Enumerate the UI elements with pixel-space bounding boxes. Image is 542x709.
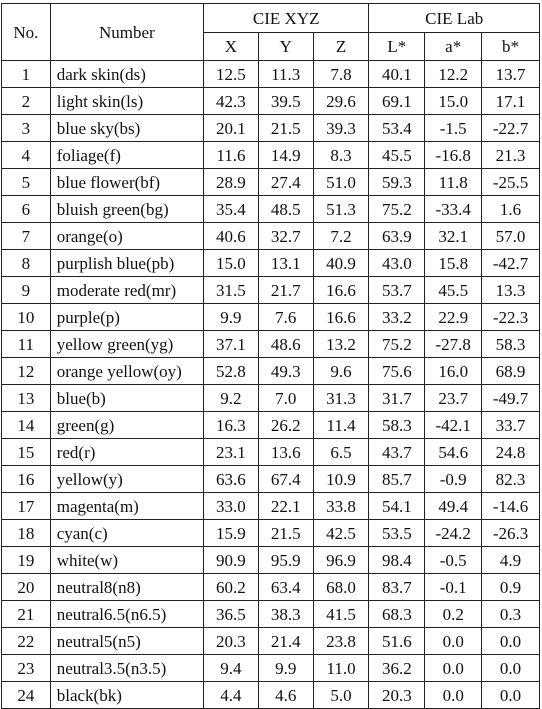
cell-x: 9.9 bbox=[203, 304, 258, 331]
cell-name: blue(b) bbox=[50, 385, 203, 412]
cell-y: 13.6 bbox=[258, 439, 313, 466]
header-number: Number bbox=[50, 4, 203, 61]
table-row bbox=[2, 574, 540, 601]
cell-x: 9.2 bbox=[203, 385, 258, 412]
cell-a: 0.2 bbox=[425, 601, 482, 628]
cell-name: cyan(c) bbox=[50, 520, 203, 547]
cell-no: 10 bbox=[2, 304, 51, 331]
cell-b: -25.5 bbox=[482, 169, 540, 196]
cell-name: blue flower(bf) bbox=[50, 169, 203, 196]
cell-no: 3 bbox=[2, 115, 51, 142]
cell-name: orange(o) bbox=[50, 223, 203, 250]
cell-b: 1.6 bbox=[482, 196, 540, 223]
cell-x: 4.4 bbox=[203, 682, 258, 709]
cell-b: 33.7 bbox=[482, 412, 540, 439]
table-row bbox=[2, 547, 540, 574]
cell-name: neutral3.5(n3.5) bbox=[50, 655, 203, 682]
table-row bbox=[2, 385, 540, 412]
cell-name: blue sky(bs) bbox=[50, 115, 203, 142]
table-row bbox=[2, 655, 540, 682]
header-a: a* bbox=[425, 33, 482, 61]
cell-z: 16.6 bbox=[313, 304, 369, 331]
cell-x: 90.9 bbox=[203, 547, 258, 574]
cell-a: 49.4 bbox=[425, 493, 482, 520]
cell-x: 52.8 bbox=[203, 358, 258, 385]
cell-l: 53.7 bbox=[369, 277, 425, 304]
header-z: Z bbox=[313, 33, 369, 61]
cell-y: 32.7 bbox=[258, 223, 313, 250]
cell-no: 9 bbox=[2, 277, 51, 304]
cell-a: 45.5 bbox=[425, 277, 482, 304]
cell-b: 13.7 bbox=[482, 61, 540, 88]
cell-l: 43.7 bbox=[369, 439, 425, 466]
cell-a: 54.6 bbox=[425, 439, 482, 466]
cell-name: red(r) bbox=[50, 439, 203, 466]
cell-x: 11.6 bbox=[203, 142, 258, 169]
cell-name: dark skin(ds) bbox=[50, 61, 203, 88]
cell-x: 9.4 bbox=[203, 655, 258, 682]
header-y: Y bbox=[258, 33, 313, 61]
cell-l: 85.7 bbox=[369, 466, 425, 493]
cell-l: 20.3 bbox=[369, 682, 425, 709]
cell-z: 29.6 bbox=[313, 88, 369, 115]
cell-z: 42.5 bbox=[313, 520, 369, 547]
cell-name: yellow(y) bbox=[50, 466, 203, 493]
cell-a: -27.8 bbox=[425, 331, 482, 358]
cell-a: 12.2 bbox=[425, 61, 482, 88]
cell-y: 9.9 bbox=[258, 655, 313, 682]
table-row bbox=[2, 61, 540, 88]
table-row bbox=[2, 628, 540, 655]
header-b: b* bbox=[482, 33, 540, 61]
cell-y: 48.6 bbox=[258, 331, 313, 358]
cell-name: purple(p) bbox=[50, 304, 203, 331]
table-row bbox=[2, 601, 540, 628]
header-x: X bbox=[203, 33, 258, 61]
cell-no: 17 bbox=[2, 493, 51, 520]
cell-no: 24 bbox=[2, 682, 51, 709]
cell-b: -22.3 bbox=[482, 304, 540, 331]
cell-name: magenta(m) bbox=[50, 493, 203, 520]
cell-x: 42.3 bbox=[203, 88, 258, 115]
cell-l: 98.4 bbox=[369, 547, 425, 574]
cell-y: 21.5 bbox=[258, 520, 313, 547]
cell-x: 20.3 bbox=[203, 628, 258, 655]
cell-y: 26.2 bbox=[258, 412, 313, 439]
cell-a: 0.0 bbox=[425, 655, 482, 682]
cell-a: 0.0 bbox=[425, 682, 482, 709]
cell-name: neutral6.5(n6.5) bbox=[50, 601, 203, 628]
cell-no: 2 bbox=[2, 88, 51, 115]
table-row bbox=[2, 250, 540, 277]
header-cie-xyz: CIE XYZ bbox=[203, 4, 368, 33]
cell-b: 68.9 bbox=[482, 358, 540, 385]
table-row bbox=[2, 115, 540, 142]
table-row bbox=[2, 466, 540, 493]
cell-a: 15.8 bbox=[425, 250, 482, 277]
cell-z: 6.5 bbox=[313, 439, 369, 466]
cell-a: -16.8 bbox=[425, 142, 482, 169]
table-body bbox=[2, 61, 540, 709]
cell-l: 40.1 bbox=[369, 61, 425, 88]
cell-z: 68.0 bbox=[313, 574, 369, 601]
cell-no: 18 bbox=[2, 520, 51, 547]
cell-name: purplish blue(pb) bbox=[50, 250, 203, 277]
cell-name: black(bk) bbox=[50, 682, 203, 709]
cell-name: neutral8(n8) bbox=[50, 574, 203, 601]
cell-a: 16.0 bbox=[425, 358, 482, 385]
cell-no: 6 bbox=[2, 196, 51, 223]
cell-l: 31.7 bbox=[369, 385, 425, 412]
table-row bbox=[2, 169, 540, 196]
cell-x: 35.4 bbox=[203, 196, 258, 223]
cell-x: 15.9 bbox=[203, 520, 258, 547]
cell-l: 45.5 bbox=[369, 142, 425, 169]
cell-l: 53.5 bbox=[369, 520, 425, 547]
cell-b: 13.3 bbox=[482, 277, 540, 304]
cell-name: bluish green(bg) bbox=[50, 196, 203, 223]
cell-b: 0.9 bbox=[482, 574, 540, 601]
cell-l: 68.3 bbox=[369, 601, 425, 628]
cell-b: 4.9 bbox=[482, 547, 540, 574]
cell-no: 8 bbox=[2, 250, 51, 277]
cell-y: 63.4 bbox=[258, 574, 313, 601]
cell-name: green(g) bbox=[50, 412, 203, 439]
cell-no: 23 bbox=[2, 655, 51, 682]
cell-z: 10.9 bbox=[313, 466, 369, 493]
cell-name: white(w) bbox=[50, 547, 203, 574]
cell-no: 21 bbox=[2, 601, 51, 628]
cell-a: -24.2 bbox=[425, 520, 482, 547]
cell-b: 24.8 bbox=[482, 439, 540, 466]
cell-z: 11.0 bbox=[313, 655, 369, 682]
cell-z: 16.6 bbox=[313, 277, 369, 304]
cell-b: -42.7 bbox=[482, 250, 540, 277]
cell-no: 12 bbox=[2, 358, 51, 385]
cell-y: 38.3 bbox=[258, 601, 313, 628]
cell-a: -42.1 bbox=[425, 412, 482, 439]
cell-l: 75.2 bbox=[369, 331, 425, 358]
cell-no: 7 bbox=[2, 223, 51, 250]
cell-b: 58.3 bbox=[482, 331, 540, 358]
cell-z: 11.4 bbox=[313, 412, 369, 439]
cell-b: 0.3 bbox=[482, 601, 540, 628]
cell-x: 31.5 bbox=[203, 277, 258, 304]
cell-z: 7.2 bbox=[313, 223, 369, 250]
cell-no: 11 bbox=[2, 331, 51, 358]
cell-y: 95.9 bbox=[258, 547, 313, 574]
cell-b: -14.6 bbox=[482, 493, 540, 520]
cell-l: 63.9 bbox=[369, 223, 425, 250]
cell-b: 0.0 bbox=[482, 655, 540, 682]
table-header bbox=[2, 4, 540, 61]
cell-x: 12.5 bbox=[203, 61, 258, 88]
cell-y: 49.3 bbox=[258, 358, 313, 385]
cell-x: 16.3 bbox=[203, 412, 258, 439]
cell-y: 14.9 bbox=[258, 142, 313, 169]
cell-l: 75.2 bbox=[369, 196, 425, 223]
table-row bbox=[2, 88, 540, 115]
cell-b: 17.1 bbox=[482, 88, 540, 115]
cell-l: 36.2 bbox=[369, 655, 425, 682]
cell-b: -26.3 bbox=[482, 520, 540, 547]
cell-no: 1 bbox=[2, 61, 51, 88]
table-row bbox=[2, 196, 540, 223]
cell-name: foliage(f) bbox=[50, 142, 203, 169]
cell-b: 0.0 bbox=[482, 682, 540, 709]
color-data-table bbox=[1, 3, 540, 709]
cell-x: 40.6 bbox=[203, 223, 258, 250]
cell-y: 7.0 bbox=[258, 385, 313, 412]
cell-no: 20 bbox=[2, 574, 51, 601]
cell-y: 7.6 bbox=[258, 304, 313, 331]
cell-no: 22 bbox=[2, 628, 51, 655]
cell-b: 0.0 bbox=[482, 628, 540, 655]
cell-l: 75.6 bbox=[369, 358, 425, 385]
cell-a: -33.4 bbox=[425, 196, 482, 223]
cell-l: 58.3 bbox=[369, 412, 425, 439]
cell-l: 54.1 bbox=[369, 493, 425, 520]
cell-b: -49.7 bbox=[482, 385, 540, 412]
cell-z: 5.0 bbox=[313, 682, 369, 709]
cell-no: 14 bbox=[2, 412, 51, 439]
cell-z: 7.8 bbox=[313, 61, 369, 88]
table-row bbox=[2, 358, 540, 385]
cell-name: moderate red(mr) bbox=[50, 277, 203, 304]
table-row bbox=[2, 304, 540, 331]
cell-no: 5 bbox=[2, 169, 51, 196]
cell-name: yellow green(yg) bbox=[50, 331, 203, 358]
cell-z: 51.3 bbox=[313, 196, 369, 223]
cell-x: 60.2 bbox=[203, 574, 258, 601]
cell-a: 23.7 bbox=[425, 385, 482, 412]
cell-l: 53.4 bbox=[369, 115, 425, 142]
cell-z: 8.3 bbox=[313, 142, 369, 169]
cell-y: 13.1 bbox=[258, 250, 313, 277]
cell-no: 4 bbox=[2, 142, 51, 169]
cell-x: 28.9 bbox=[203, 169, 258, 196]
cell-a: -0.1 bbox=[425, 574, 482, 601]
cell-z: 9.6 bbox=[313, 358, 369, 385]
cell-name: light skin(ls) bbox=[50, 88, 203, 115]
cell-z: 41.5 bbox=[313, 601, 369, 628]
cell-l: 33.2 bbox=[369, 304, 425, 331]
cell-a: -0.5 bbox=[425, 547, 482, 574]
cell-x: 20.1 bbox=[203, 115, 258, 142]
cell-a: -0.9 bbox=[425, 466, 482, 493]
cell-z: 31.3 bbox=[313, 385, 369, 412]
cell-y: 21.5 bbox=[258, 115, 313, 142]
cell-z: 51.0 bbox=[313, 169, 369, 196]
cell-a: 15.0 bbox=[425, 88, 482, 115]
cell-a: 32.1 bbox=[425, 223, 482, 250]
cell-y: 21.7 bbox=[258, 277, 313, 304]
cell-b: -22.7 bbox=[482, 115, 540, 142]
table-row bbox=[2, 142, 540, 169]
cell-y: 48.5 bbox=[258, 196, 313, 223]
cell-no: 15 bbox=[2, 439, 51, 466]
cell-y: 39.5 bbox=[258, 88, 313, 115]
cell-b: 82.3 bbox=[482, 466, 540, 493]
cell-no: 16 bbox=[2, 466, 51, 493]
cell-l: 83.7 bbox=[369, 574, 425, 601]
cell-a: 22.9 bbox=[425, 304, 482, 331]
cell-x: 15.0 bbox=[203, 250, 258, 277]
cell-z: 33.8 bbox=[313, 493, 369, 520]
table-row bbox=[2, 493, 540, 520]
cell-z: 13.2 bbox=[313, 331, 369, 358]
cell-x: 33.0 bbox=[203, 493, 258, 520]
cell-a: 0.0 bbox=[425, 628, 482, 655]
cell-y: 22.1 bbox=[258, 493, 313, 520]
cell-a: -1.5 bbox=[425, 115, 482, 142]
cell-z: 39.3 bbox=[313, 115, 369, 142]
cell-name: neutral5(n5) bbox=[50, 628, 203, 655]
cell-x: 63.6 bbox=[203, 466, 258, 493]
table-row bbox=[2, 277, 540, 304]
header-cie-lab: CIE Lab bbox=[369, 4, 540, 33]
cell-a: 11.8 bbox=[425, 169, 482, 196]
table-row bbox=[2, 520, 540, 547]
cell-z: 96.9 bbox=[313, 547, 369, 574]
cell-z: 23.8 bbox=[313, 628, 369, 655]
cell-no: 13 bbox=[2, 385, 51, 412]
header-no: No. bbox=[2, 4, 51, 61]
cell-l: 43.0 bbox=[369, 250, 425, 277]
cell-y: 67.4 bbox=[258, 466, 313, 493]
cell-b: 57.0 bbox=[482, 223, 540, 250]
table-row bbox=[2, 412, 540, 439]
cell-z: 40.9 bbox=[313, 250, 369, 277]
cell-y: 27.4 bbox=[258, 169, 313, 196]
cell-x: 36.5 bbox=[203, 601, 258, 628]
cell-x: 23.1 bbox=[203, 439, 258, 466]
cell-y: 11.3 bbox=[258, 61, 313, 88]
table-row bbox=[2, 439, 540, 466]
cell-l: 59.3 bbox=[369, 169, 425, 196]
table-row bbox=[2, 331, 540, 358]
table-row bbox=[2, 223, 540, 250]
cell-name: orange yellow(oy) bbox=[50, 358, 203, 385]
cell-y: 4.6 bbox=[258, 682, 313, 709]
cell-y: 21.4 bbox=[258, 628, 313, 655]
cell-b: 21.3 bbox=[482, 142, 540, 169]
cell-l: 51.6 bbox=[369, 628, 425, 655]
cell-no: 19 bbox=[2, 547, 51, 574]
cell-x: 37.1 bbox=[203, 331, 258, 358]
header-l: L* bbox=[369, 33, 425, 61]
cell-l: 69.1 bbox=[369, 88, 425, 115]
